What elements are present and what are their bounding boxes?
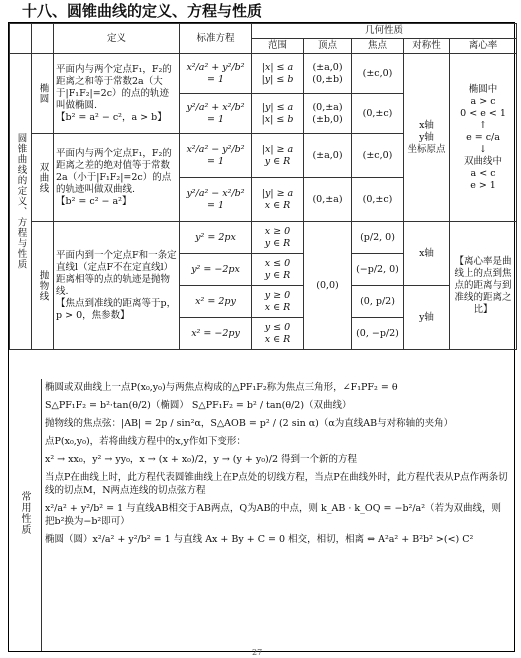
parabola-focus-4: (0, −p/2) xyxy=(352,318,404,350)
corner-cell-2 xyxy=(32,24,54,54)
common-label-cell xyxy=(9,379,42,651)
property-line-5: x² → xx₀，y² → yy₀，x → (x + x₀)/2，y → (y + y₀)/2 得到一个新的方程 xyxy=(45,454,358,465)
hyperbola-range-2: |y| ≥ a x ∈ R xyxy=(252,178,304,222)
conic-table-sheet xyxy=(8,22,515,652)
corner-cell xyxy=(10,24,32,54)
parabola-focus-3: (0, p/2) xyxy=(352,286,404,318)
ellipse-definition-text: 平面内与两个定点F₁，F₂的距离之和等于常数2a（大于|F₁F₂|=2c）的点的轨迹叫做椭圆. xyxy=(56,63,172,111)
property-line-3: 抛物线的焦点弦：|AB| = 2p / sin²α，S△AOB = p² / (2 sin α)（α为直线AB与对称轴的夹角） xyxy=(45,418,454,429)
ellipse-relation: 【b² = a² − c²，a > b】 xyxy=(56,111,167,123)
header-geometric: 几何性质 xyxy=(252,24,517,39)
ellipse-eq-2: y²/a² + x²/b² = 1 xyxy=(180,94,252,134)
common-body xyxy=(45,381,510,551)
ellipse-focus-2: (0,±c) xyxy=(352,94,404,134)
common-properties xyxy=(9,379,514,651)
ellipse-label: 椭圆 xyxy=(32,54,54,134)
ellipse-range-1: |x| ≤ a |y| ≤ b xyxy=(252,54,304,94)
parabola-range-4: y ≤ 0 x ∈ R xyxy=(252,318,304,350)
header-focus: 焦点 xyxy=(352,39,404,54)
parabola-range-1: x ≥ 0 y ∈ R xyxy=(252,222,304,254)
hyperbola-focus-2: (0,±c) xyxy=(352,178,404,222)
ellipse-eq-1: x²/a² + y²/b² = 1 xyxy=(180,54,252,94)
page-number: 27 xyxy=(252,648,263,657)
property-line-2: S△PF₁F₂ = b²·tan(θ/2)（椭圆） S△PF₁F₂ = b² / tan(θ/2)（双曲线） xyxy=(45,400,352,411)
parabola-eq-3: x² = 2py xyxy=(180,286,252,318)
parabola-eq-4: x² = −2py xyxy=(180,318,252,350)
conic-symmetry: x轴 y轴 坐标原点 xyxy=(404,54,450,222)
eccentricity-note: 椭圆中 a > c 0 < e < 1 ↑ e = c/a ↓ 双曲线中 a < c e > 1 xyxy=(450,54,517,222)
page-title: 十八、圆锥曲线的定义、方程与性质 xyxy=(22,2,263,20)
hyperbola-vertex-2: (0,±a) xyxy=(304,178,352,222)
header-symmetry: 对称性 xyxy=(404,39,450,54)
property-line-6: 当点P在曲线上时，此方程代表圆锥曲线上在P点处的切线方程，当点P在曲线外时，此方程代表从P点作两条切线的切点M，N两点连线的切点弦方程 xyxy=(45,472,508,496)
hyperbola-vertex-1: (±a,0) xyxy=(304,134,352,178)
hyperbola-definition xyxy=(54,134,180,222)
parabola-sym-x: x轴 xyxy=(404,222,450,286)
hyperbola-eq-2: y²/a² − x²/b² = 1 xyxy=(180,178,252,222)
parabola-focus-1: (p/2, 0) xyxy=(352,222,404,254)
hyperbola-eq-1: x²/a² − y²/b² = 1 xyxy=(180,134,252,178)
parabola-eq-2: y² = −2px xyxy=(180,254,252,286)
header-vertex: 顶点 xyxy=(304,39,352,54)
header-eccentricity: 离心率 xyxy=(450,39,517,54)
hyperbola-relation: 【b² = c² − a²】 xyxy=(56,195,132,207)
parabola-vertex: (0,0) xyxy=(304,222,352,350)
parabola-ecc-note: 【离心率是曲线上的点到焦点的距离与到准线的距离之比】 xyxy=(450,222,517,350)
hyperbola-focus-1: (±c,0) xyxy=(352,134,404,178)
ellipse-range-2: |y| ≤ a |x| ≤ b xyxy=(252,94,304,134)
section-label: 圆锥曲线的定义、方程与性质 xyxy=(10,54,32,350)
property-line-1: 椭圆或双曲线上一点P(x₀,y₀)与两焦点构成的△PF₁F₂称为焦点三角形，∠F₁PF₂ = θ xyxy=(45,382,398,393)
header-standard-eq: 标准方程 xyxy=(180,24,252,54)
parabola-eq-1: y² = 2px xyxy=(180,222,252,254)
parabola-definition xyxy=(54,222,180,350)
parabola-focus-2: (−p/2, 0) xyxy=(352,254,404,286)
conic-table xyxy=(9,23,517,350)
parabola-range-2: x ≤ 0 y ∈ R xyxy=(252,254,304,286)
parabola-definition-text: 平面内到一个定点F和一条定直线l（定点F不在定直线l）距离相等的点的轨迹是抛物线. xyxy=(56,249,177,297)
ellipse-definition xyxy=(54,54,180,134)
parabola-label: 抛物线 xyxy=(32,222,54,350)
property-line-8: 椭圆（圆）x²/a² + y²/b² = 1 与直线 Ax + By + C = 0 相交，相切，相离 ⇔ A²a² + B²b² >(<) C² xyxy=(45,534,474,545)
property-line-7: x²/a² + y²/b² = 1 与直线AB相交于AB两点，Q为AB的中点，则 k_AB · k_OQ = −b²/a²（若为双曲线，则把b²换为−b²即可） xyxy=(45,503,502,527)
parabola-param-note: 【焦点到准线的距离等于p，p > 0，焦参数】 xyxy=(56,297,177,321)
property-line-4: 点P(x₀,y₀)，若将曲线方程中的x,y作如下变形： xyxy=(45,436,246,447)
common-label: 常用性质 xyxy=(19,491,30,535)
header-definition: 定义 xyxy=(54,24,180,54)
parabola-sym-y: y轴 xyxy=(404,286,450,350)
ellipse-vertex-2: (0,±a) (±b,0) xyxy=(304,94,352,134)
hyperbola-definition-text: 平面内与两个定点F₁，F₂的距离之差的绝对值等于常数2a（小于|F₁F₂|=2c）的点的轨迹叫做双曲线. xyxy=(56,147,172,195)
ellipse-vertex-1: (±a,0) (0,±b) xyxy=(304,54,352,94)
hyperbola-range-1: |x| ≥ a y ∈ R xyxy=(252,134,304,178)
header-range: 范围 xyxy=(252,39,304,54)
ellipse-focus-1: (±c,0) xyxy=(352,54,404,94)
parabola-range-3: y ≥ 0 x ∈ R xyxy=(252,286,304,318)
hyperbola-label: 双曲线 xyxy=(32,134,54,222)
